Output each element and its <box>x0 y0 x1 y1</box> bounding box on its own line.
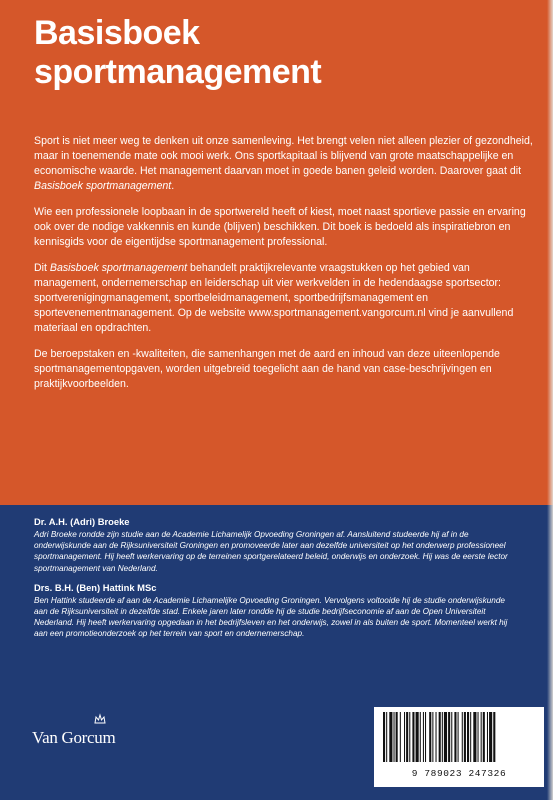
blurb-paragraph-3 <box>34 261 534 336</box>
blurb-paragraph-2: Wie een professionele loopbaan in de sportwereld heeft of kiest, moet naast sportieve passie en ervaring ook over de nodige vakkennis en kunde (blijven) beschikken. Dit boek is bedoeld als inspiratiebron en kennisgids voor de eigentijdse sportmanagement professional. <box>34 206 526 248</box>
book-name-italic: Basisboek sportmanagement <box>34 180 172 192</box>
blurb-text: Dit <box>34 262 50 274</box>
author-bio: Adri Broeke rondde zijn studie aan de Academie Lichamelijk Opvoeding Groningen af. Aansluitend studeerde hij af in de onderwijskunde aan de Rijksuniversiteit Groningen en promoveerde later aan dezelfde universiteit op het onderwerp professioneel sportmanagement. Hij heeft werkervaring op de terreinen sportgerelateerd beleid, onderwijs en onderzoek. Hij was de eerste lector sportmanagement van Nederland. <box>34 530 508 573</box>
barcode-bars <box>379 712 539 768</box>
author-bio: Ben Hattink studeerde af aan de Academie Lichamelijke Opvoeding Groningen. Vervolgens voltooide hij de studie onderwijskunde aan de Rijksuniversiteit in dezelfde stad. Enkele jaren later rondde hij de studie bedrijfseconomie af aan de Open Universiteit Nederland. Hij heeft werkervaring opgedaan in het bedrijfsleven en het onderwijs, zowel in als buiten de sport. Momenteel werkt hij aan een promotieonderzoek op het terrein van sport en ondernemerschap. <box>34 595 508 639</box>
title-line-2: sportmanagement <box>34 53 322 91</box>
author-2 <box>34 582 514 640</box>
isbn-number: 9 789023 247326 <box>411 768 507 779</box>
publisher-logo: Van Gorcum <box>32 728 116 747</box>
blurb <box>34 134 534 403</box>
blurb-text: . <box>171 180 175 192</box>
blurb-text: Sport is niet meer weg te denken uit onze samenleving. Het brengt velen niet alleen plezier of gezondheid, maar in toenemende mate ook mooi werk. Ons sportkapitaal is blijvend van grote maatschappelijke en economische waarde. Het management daarvan moet in goede banen geleid worden. Daarover gaat dit <box>34 135 533 177</box>
author-name: Drs. B.H. (Ben) Hattink MSc <box>34 581 157 593</box>
blurb-paragraph-1 <box>34 134 534 194</box>
isbn-barcode <box>374 707 544 787</box>
author-1 <box>34 516 514 574</box>
blurb-paragraph-4: De beroepstaken en -kwaliteiten, die samenhangen met de aard en inhoud van deze uiteenlopende sportmanagementopgaven, worden uitgebreid toegelicht aan de hand van case-beschrijvingen en praktijkvoorbeelden. <box>34 348 500 390</box>
author-name: Dr. A.H. (Adri) Broeke <box>34 516 130 527</box>
author-bios <box>34 516 514 648</box>
title-line-1: Basisboek <box>34 14 200 52</box>
book-title <box>34 14 321 92</box>
book-name-italic: Basisboek sportmanagement <box>49 262 188 274</box>
publisher-crown-icon <box>93 713 107 727</box>
blurb-text: behandelt praktijkrelevante vraagstukken op het gebied van management, ondernemerschap en leiderschap uit vier werkvelden in de hedendaagse sportsector: sportverenigingmanagement, sportbeleidmanagement, sportbedrijfsmanagement en sportevenementmanagement. Op de website www.sportmanagement.vangorcum.nl vind je aanvullend materiaal en opdrachten. <box>34 262 514 334</box>
scan-edge <box>547 0 553 800</box>
